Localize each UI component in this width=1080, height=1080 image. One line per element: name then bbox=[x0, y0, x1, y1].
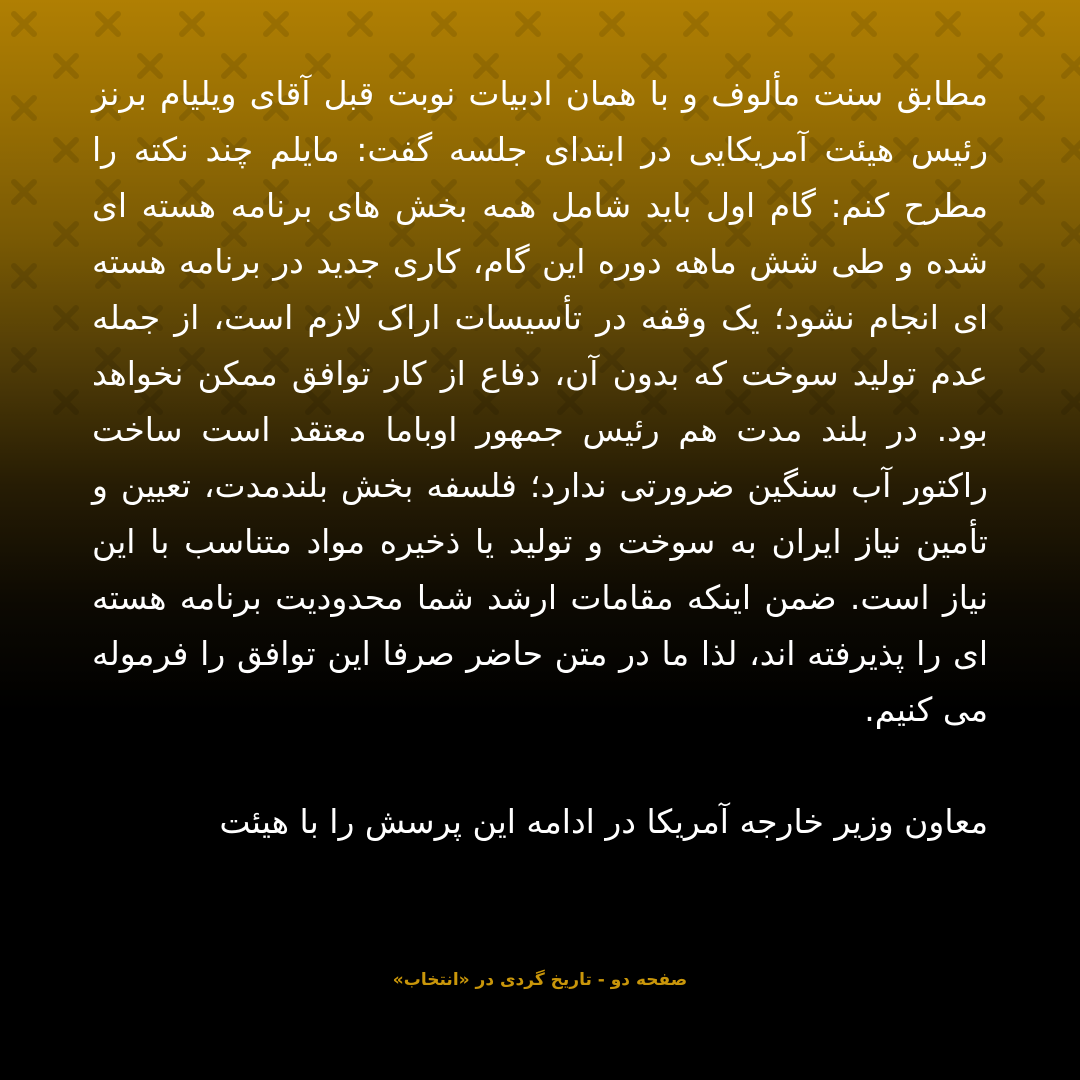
article-paragraph-1: مطابق سنت مألوف و با همان ادبیات نوبت قبل آقای ویلیام برنز رئیس هیئت آمریکایی در ابتدای جلسه گفت: مایلم چند نکته را مطرح کنم: گام اول باید شامل همه بخش های برنامه هسته ای شده و طی شش ماهه دوره این گام، کاری جدید در برنامه هسته ای انجام نشود؛ یک وقفه در تأسیسات اراک لازم است، از جمله عدم تولید سوخت که بدون آن، دفاع از کار توافق ممکن نخواهد بود. در بلند مدت هم رئیس جمهور اوباما معتقد است ساخت راکتور آب سنگین ضرورتی ندارد؛ فلسفه بخش بلندمدت، تعیین و تأمین نیاز ایران به سوخت و تولید یا ذخیره مواد متناسب با این نیاز است. ضمن اینکه مقامات ارشد شما محدودیت برنامه هسته ای را پذیرفته اند، لذا ما در متن حاضر صرفا این توافق را فرموله می کنیم. bbox=[92, 74, 988, 729]
article-paragraph-2: معاون وزیر خارجه آمریکا در ادامه این پرسش را با هیئت bbox=[219, 802, 988, 841]
article-body bbox=[92, 66, 988, 850]
page-footer-caption: صفحه دو - تاریخ گردی در «انتخاب» bbox=[392, 970, 688, 990]
